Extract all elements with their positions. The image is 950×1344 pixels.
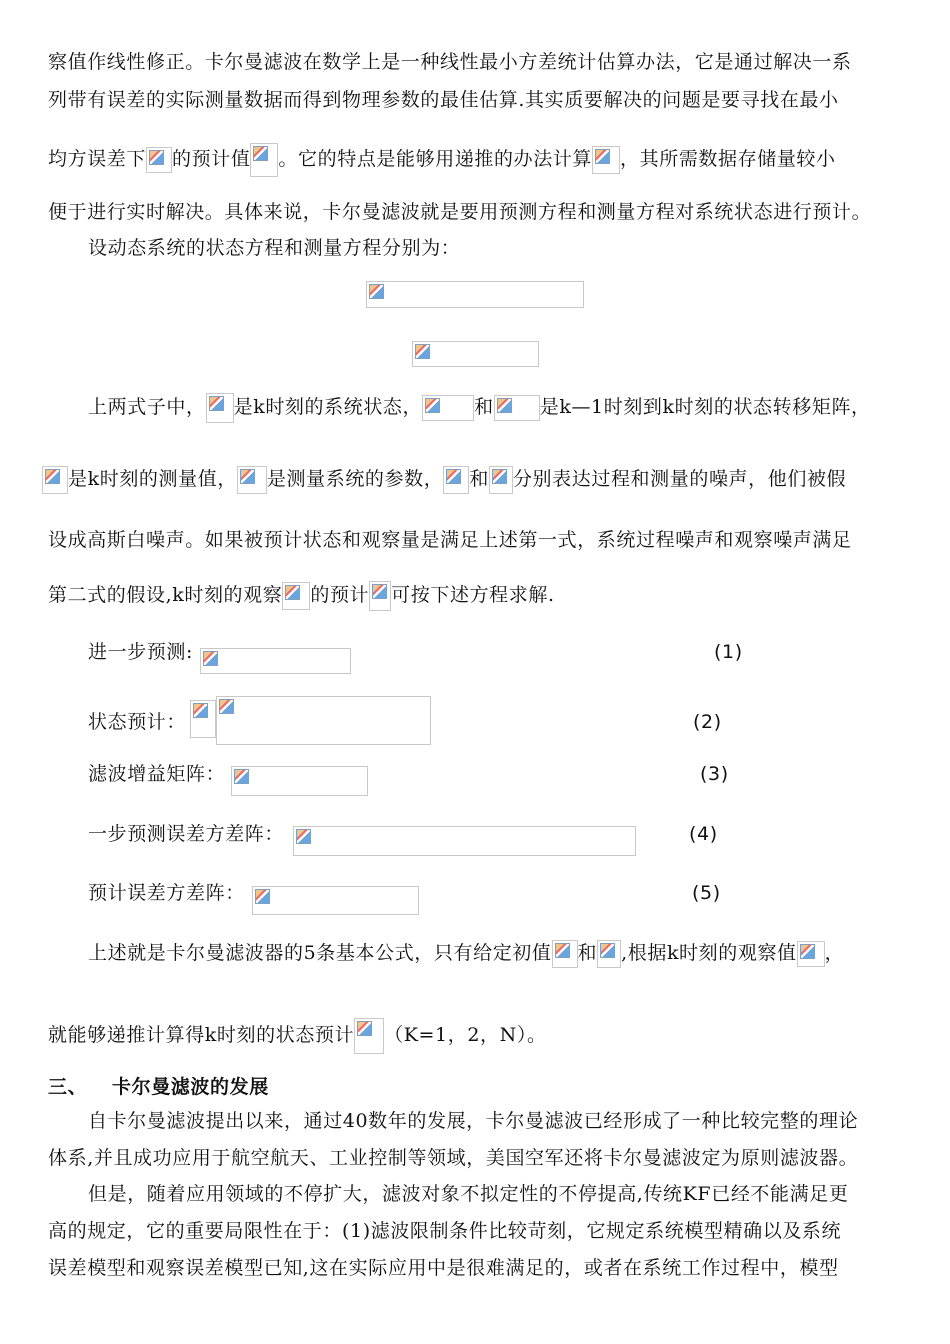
prediction-formula-image xyxy=(200,648,351,674)
text-run: 均方误差下 xyxy=(48,148,147,170)
state-equation-image xyxy=(366,281,584,308)
text-run: （K=1，2，N）。 xyxy=(384,1024,547,1046)
text-line: 设动态系统的状态方程和测量方程分别为： xyxy=(88,237,461,259)
text-line: 误差模型和观察误差模型已知,这在实际应用中是很难满足的，或者在系统工作过程中，模型 xyxy=(48,1257,839,1279)
formula-image-icon xyxy=(42,466,68,494)
formula-image-icon xyxy=(422,395,474,421)
text-run: 和 xyxy=(469,468,489,490)
text-line xyxy=(48,581,555,611)
text-run: ,根据k时刻的观察值 xyxy=(621,942,797,964)
formula-image-icon xyxy=(489,466,513,494)
text-run: 上述就是卡尔曼滤波器的5条基本公式，只有给定初值 xyxy=(88,942,552,964)
text-line: 体系,并且成功应用于航空航天、工业控制等领域，美国空军还将卡尔曼滤波定为原则滤波器。 xyxy=(48,1147,859,1169)
equation-number: (3) xyxy=(700,763,729,785)
text-line: 设成高斯白噪声。如果被预计状态和观察量是满足上述第一式，系统过程噪声和观察噪声满足 xyxy=(48,529,852,551)
formula-image-icon xyxy=(237,466,267,494)
formula-image-icon xyxy=(190,700,216,738)
formula-image-icon xyxy=(282,582,310,610)
text-line: 察值作线性修正。卡尔曼滤波在数学上是一种线性最小方差统计估算办法，它是通过解决一系 xyxy=(48,51,852,73)
text-run: 上两式子中， xyxy=(88,396,206,418)
section-title: 卡尔曼滤波的发展 xyxy=(112,1076,269,1098)
equation-label: 进一步预测: xyxy=(88,641,194,663)
text-run: 和 xyxy=(474,396,494,418)
text-run: 分别表达过程和测量的噪声，他们被假 xyxy=(512,468,847,490)
equation-number: (5) xyxy=(692,882,721,904)
equation-label: 滤波增益矩阵： xyxy=(88,763,226,785)
formula-image-icon xyxy=(146,147,172,173)
formula-image-icon xyxy=(250,143,278,177)
text-line xyxy=(88,393,871,423)
formula-image-icon xyxy=(494,395,540,421)
text-run: 是测量系统的参数， xyxy=(266,468,444,490)
text-line xyxy=(48,1018,547,1054)
text-line xyxy=(42,466,846,494)
equation-number: (2) xyxy=(693,711,722,733)
text-line: 但是，随着应用领域的不停扩大，滤波对象不拟定性的不停提高,传统KF已经不能满足更 xyxy=(88,1183,849,1205)
text-run: ，其所需数据存储量较小 xyxy=(620,148,836,170)
text-run: ， xyxy=(824,942,845,964)
text-line xyxy=(48,143,836,177)
formula-image-icon xyxy=(354,1018,384,1054)
formula-image-icon xyxy=(592,146,620,174)
equation-label: 一步预测误差方差阵： xyxy=(88,823,285,845)
estimate-error-covariance-formula-image xyxy=(252,886,419,915)
text-line: 自卡尔曼滤波提出以来，通过40数年的发展，卡尔曼滤波已经形成了一种比较完整的理论 xyxy=(88,1110,859,1132)
text-run: 是k时刻的测量值， xyxy=(68,468,237,490)
formula-image-icon xyxy=(597,940,621,968)
text-run: 的预计值 xyxy=(172,148,251,170)
text-run: 是k—1时刻到k时刻的状态转移矩阵， xyxy=(539,396,871,418)
formula-image-icon xyxy=(552,940,578,968)
formula-image-icon xyxy=(443,466,469,494)
equation-number: (1) xyxy=(714,641,743,663)
text-run: 就能够递推计算得k时刻的状态预计 xyxy=(48,1024,355,1046)
formula-image-icon xyxy=(206,393,234,423)
measurement-equation-image xyxy=(412,341,539,367)
text-run: 。它的特点是能够用递推的办法计算 xyxy=(278,148,593,170)
formula-image-icon xyxy=(369,581,391,611)
gain-matrix-formula-image xyxy=(231,766,368,796)
text-run: 是k时刻的系统状态， xyxy=(233,396,423,418)
state-estimate-formula-image xyxy=(216,696,431,745)
formula-image-icon xyxy=(797,941,825,967)
equation-number: (4) xyxy=(689,823,718,845)
text-run: 可按下述方程求解. xyxy=(391,584,555,606)
text-line: 便于进行实时解决。具体来说，卡尔曼滤波就是要用预测方程和测量方程对系统状态进行预计。 xyxy=(48,201,872,223)
text-line xyxy=(88,940,844,968)
text-run: 和 xyxy=(577,942,598,964)
text-line: 列带有误差的实际测量数据而得到物理参数的最佳估算.其实质要解决的问题是要寻找在最小 xyxy=(48,89,839,111)
text-run: 的预计 xyxy=(310,584,370,606)
text-run: 第二式的假设,k时刻的观察 xyxy=(48,584,283,606)
equation-label: 状态预计： xyxy=(88,711,187,733)
section-number: 三、 xyxy=(48,1076,88,1098)
equation-label: 预计误差方差阵： xyxy=(88,882,245,904)
prediction-error-covariance-formula-image xyxy=(293,826,636,856)
text-line: 高的规定，它的重要局限性在于：(1)滤波限制条件比较苛刻，它规定系统模型精确以及系统 xyxy=(48,1220,842,1242)
